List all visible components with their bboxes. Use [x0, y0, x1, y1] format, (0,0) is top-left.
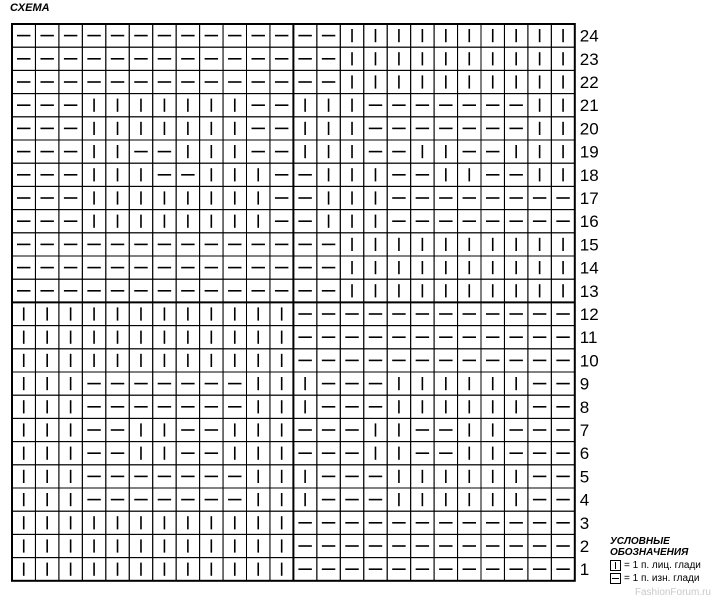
row-number-label: 15	[579, 235, 599, 255]
knit-icon	[610, 560, 621, 571]
row-number-label: 10	[579, 351, 599, 371]
row-number-label: 6	[579, 444, 590, 464]
row-number-label: 16	[579, 212, 599, 232]
legend-item-purl	[610, 573, 715, 584]
chart-title: СХЕМА	[10, 2, 50, 14]
row-number-label: 19	[579, 142, 599, 162]
row-number-label: 2	[579, 537, 590, 556]
row-number-label: 18	[579, 165, 599, 185]
legend-purl-text: = 1 п. изн. глади	[624, 573, 700, 584]
row-number-label: 24	[579, 26, 599, 46]
watermark: FashionForum.ru	[634, 587, 711, 598]
row-number-label: 12	[579, 305, 599, 324]
row-number-label: 22	[579, 73, 599, 92]
row-number-label: 5	[579, 467, 590, 487]
row-number-label: 4	[579, 490, 590, 510]
row-number-label: 23	[579, 49, 599, 69]
row-number-label: 3	[579, 513, 590, 533]
row-number-label: 17	[579, 189, 599, 208]
legend-title-line1: УСЛОВНЫЕ	[610, 536, 670, 547]
row-number-label: 14	[579, 258, 599, 278]
purl-icon	[610, 573, 621, 584]
row-number-label: 7	[579, 421, 590, 440]
row-number-label: 21	[579, 96, 599, 116]
row-number-label: 20	[579, 119, 599, 139]
legend-title-line2: ОБОЗНАЧЕНИЯ	[610, 547, 689, 558]
legend-knit-text: = 1 п. лиц. глади	[624, 560, 701, 571]
legend	[610, 536, 715, 584]
row-number-label: 11	[579, 328, 598, 348]
row-number-label: 13	[579, 281, 599, 301]
row-number-label: 8	[579, 397, 590, 417]
row-number-label: 9	[579, 374, 590, 394]
row-number-label: 1	[579, 560, 590, 580]
legend-item-knit	[610, 560, 715, 571]
